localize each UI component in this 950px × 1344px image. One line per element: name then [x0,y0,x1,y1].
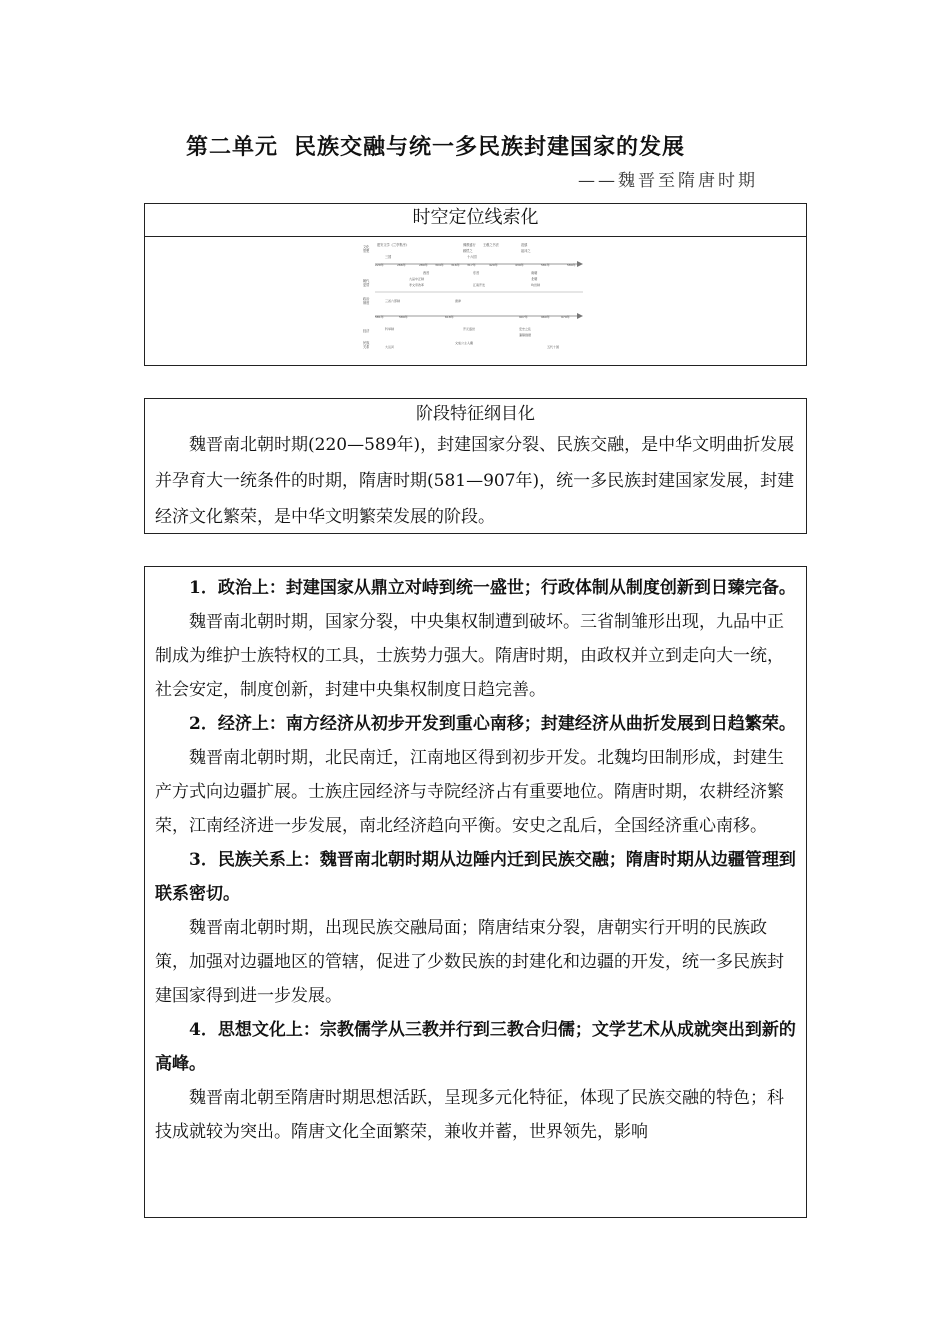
year-tick: 581年 [541,263,550,267]
dynasty-label: 十六国 [467,255,477,259]
timeline-heading: 时空定位线索化 [145,204,806,237]
event-label: 藩镇割据 [519,333,532,337]
event-label: 三省六部制 [385,299,401,303]
dynasty-label: 北朝 [531,277,538,281]
feature-heading: 1．政治上：封建国家从鼎立对峙到统一盛世；行政体制从制度创新到日臻完备。 [189,578,796,598]
row-label: 民族 [363,341,370,345]
year-tick: 220年 [375,263,384,267]
axis-arrow-lower [577,313,583,319]
page-title [186,130,685,161]
row-label: 朝代 [363,279,370,283]
feature-body: 魏晋南北朝时期，国家分裂，中央集权制遭到破坏。三省制雏形出现，九品中正制成为维护士族特权的工具，士族势力强大。隋唐时期，由政权并立到走向大一统，社会安定，制度创新，封建中央集权制度日趋完善。 [155,612,784,700]
top-label: 王羲之书法 [483,243,499,247]
event-label: 安史之乱 [519,327,532,331]
features-box [144,566,807,1218]
dynasty-label: 南朝 [531,271,538,275]
event-label: 开元盛世 [463,327,476,331]
dynasty-label: 三国 [385,255,392,259]
feature-body: 魏晋南北朝时期，北民南迁，江南地区得到初步开发。北魏均田制形成，封建生产方式向边疆扩展。士族庄园经济与寺院经济占有重要地位。隋唐时期，农耕经济繁荣，江南经济进一步发展，南北经济趋向平衡。安史之乱后，全国经济重心南移。 [155,748,784,836]
unit-title: 民族交融与统一多民族封建国家的发展 [294,135,686,160]
top-label: 建安文学《兰亭集序》 [377,243,409,247]
top-label: 祖冲之 [521,249,531,253]
dynasty-label: 西晋 [423,271,430,275]
econ-label: 孝文帝改革 [409,283,425,287]
top-label: 顾恺之 [463,249,473,253]
year-tick: 618年 [445,315,454,319]
row-label: 关系 [363,345,370,349]
year-tick: 979年 [561,315,570,319]
year-tick: 316年 [451,263,460,267]
event-label: 文成公主入藏 [455,341,474,345]
feature-heading: 3．民族关系上：魏晋南北朝时期从边陲内迁到民族交融；隋唐时期从边疆管理到联系密切。 [155,850,796,904]
row-label: 思想 [363,249,370,253]
econ-label: 江南开发 [473,283,486,287]
page-subtitle: ——魏晋至隋唐时期 [578,171,758,191]
year-tick: 581年 [375,315,384,319]
dynasty-label: 东晋 [473,271,480,275]
year-tick: 280年 [419,263,428,267]
econ-label: 均田制 [531,283,541,287]
year-tick: 304年 [435,263,444,267]
row-label: 更替 [363,283,370,287]
year-tick: 589年 [399,315,408,319]
timeline-box [144,203,807,366]
year-tick: 420年 [489,263,498,267]
axis-arrow-upper [577,261,583,267]
year-tick: 907年 [519,315,528,319]
econ-label: 九品中正制 [409,277,425,281]
year-tick: 439年 [515,263,524,267]
top-label: 佛教盛行 [463,243,476,247]
year-tick: 317年 [467,263,476,267]
row-label: 文化 [363,245,370,249]
row-label: 制度 [363,301,370,305]
feature-heading: 4．思想文化上：宗教儒学从三教并行到三教合归儒；文学艺术从成就突出到新的高峰。 [155,1020,796,1074]
year-tick: 589年 [567,263,576,267]
stage-features-box [144,398,807,534]
stage-paragraph: 魏晋南北朝时期(220—589年)，封建国家分裂、民族交融，是中华文明曲折发展并孕育大一统条件的时期，隋唐时期(581—907年)，统一多民族封建国家发展，封建经济文化繁荣，是中华文明繁荣发展的阶段。 [155,435,795,527]
year-tick: 266年 [397,263,406,267]
event-label: 科举制 [385,327,395,331]
row-label: 政治 [363,297,370,301]
feature-heading: 2．经济上：南方经济从初步开发到重心南移；封建经济从曲折发展到日趋繁荣。 [189,714,796,734]
feature-body: 魏晋南北朝时期，出现民族交融局面；隋唐结束分裂，唐朝实行开明的民族政策，加强对边疆地区的管辖，促进了少数民族的封建化和边疆的开发，统一多民族封建国家得到进一步发展。 [155,918,784,1006]
timeline-chart [363,240,591,358]
row-label: 经济 [363,329,370,333]
top-label: 范缜 [521,243,528,247]
event-label: 大运河 [385,345,395,349]
unit-label: 第二单元 [186,135,279,160]
event-label: 唐律 [455,299,462,303]
stage-heading: 阶段特征纲目化 [416,404,535,424]
event-label: 五代十国 [547,345,560,349]
year-tick: 960年 [541,315,550,319]
feature-body: 魏晋南北朝至隋唐时期思想活跃，呈现多元化特征，体现了民族交融的特色；科技成就较为突出。隋唐文化全面繁荣，兼收并蓄，世界领先，影响 [155,1088,784,1142]
